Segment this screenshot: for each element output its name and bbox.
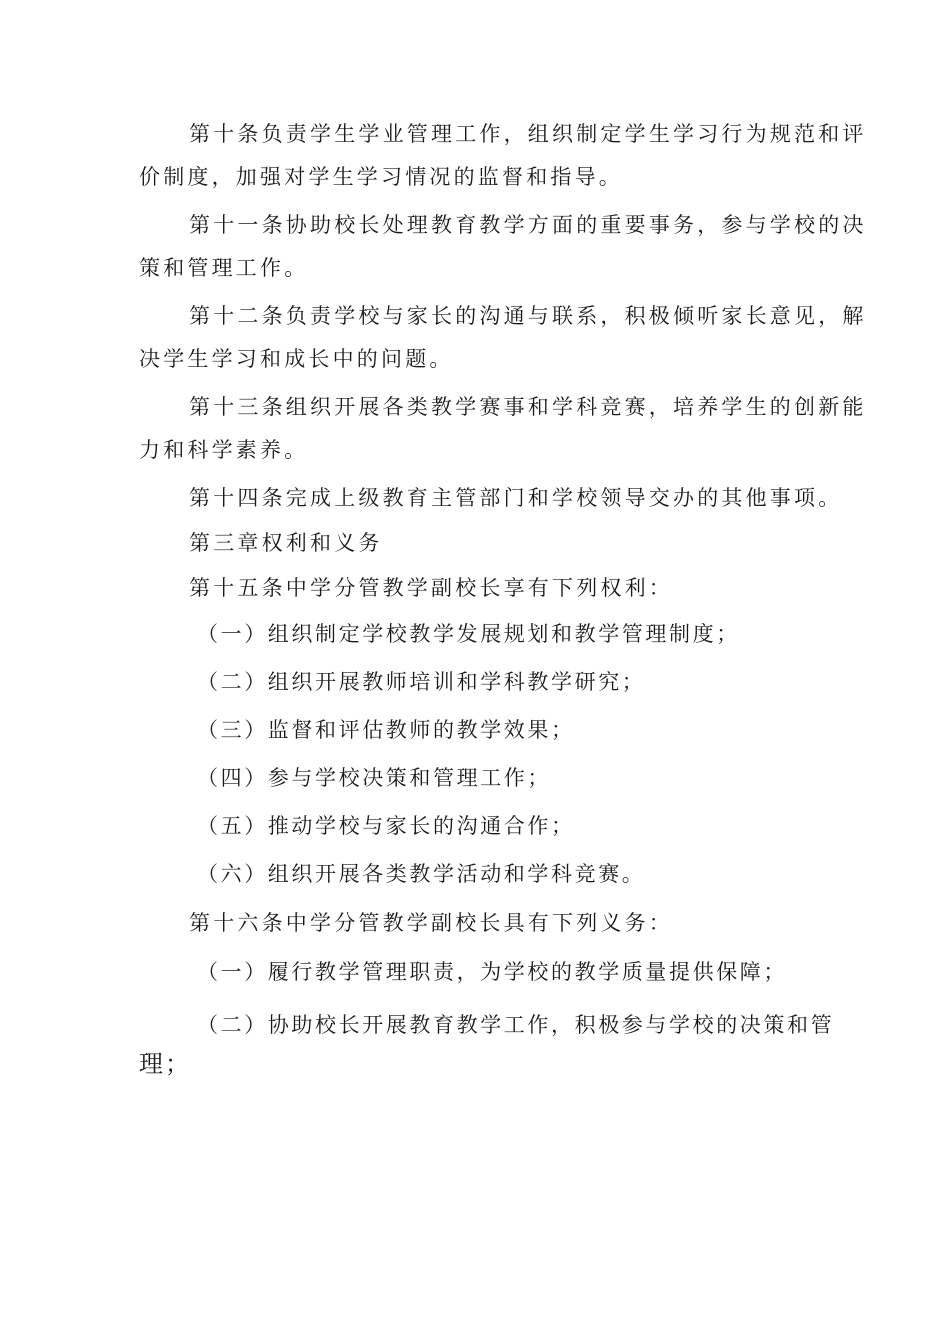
duty-item-2-line-1: （二）协助校长开展教育教学工作，积极参与学校的决策和管	[197, 1013, 835, 1037]
article-11-line-1: 第十一条协助校长处理教育教学方面的重要事务，参与学校的决	[189, 213, 867, 237]
article-16: 第十六条中学分管教学副校长具有下列义务：	[189, 911, 673, 935]
right-item-6: （六）组织开展各类教学活动和学科竞赛。	[197, 862, 646, 886]
article-10-line-1: 第十条负责学生学业管理工作，组织制定学生学习行为规范和评	[189, 122, 867, 146]
article-13-line-1: 第十三条组织开展各类教学赛事和学科竞赛，培养学生的创新能	[189, 395, 867, 419]
right-item-1: （一）组织制定学校教学发展规划和教学管理制度；	[197, 622, 740, 646]
article-12-line-2: 决学生学习和成长中的问题。	[139, 347, 454, 371]
right-item-3: （三）监督和评估教师的教学效果；	[197, 718, 575, 742]
article-12-line-1: 第十二条负责学校与家长的沟通与联系，积极倾听家长意见，解	[189, 304, 867, 328]
duty-item-2-line-2: 理；	[139, 1050, 191, 1078]
right-item-4: （四）参与学校决策和管理工作；	[197, 766, 551, 790]
article-13-line-2: 力和科学素养。	[139, 438, 309, 462]
right-item-2: （二）组织开展教师培训和学科教学研究；	[197, 670, 646, 694]
duty-item-1: （一）履行教学管理职责，为学校的教学质量提供保障；	[197, 960, 787, 984]
article-15: 第十五条中学分管教学副校长享有下列权利：	[189, 576, 673, 600]
article-11-line-2: 策和管理工作。	[139, 256, 309, 280]
article-10-line-2: 价制度，加强对学生学习情况的监督和指导。	[139, 165, 623, 189]
article-14: 第十四条完成上级教育主管部门和学校领导交办的其他事项。	[189, 486, 843, 510]
chapter-3-heading: 第三章权利和义务	[189, 531, 383, 555]
right-item-5: （五）推动学校与家长的沟通合作；	[197, 814, 575, 838]
